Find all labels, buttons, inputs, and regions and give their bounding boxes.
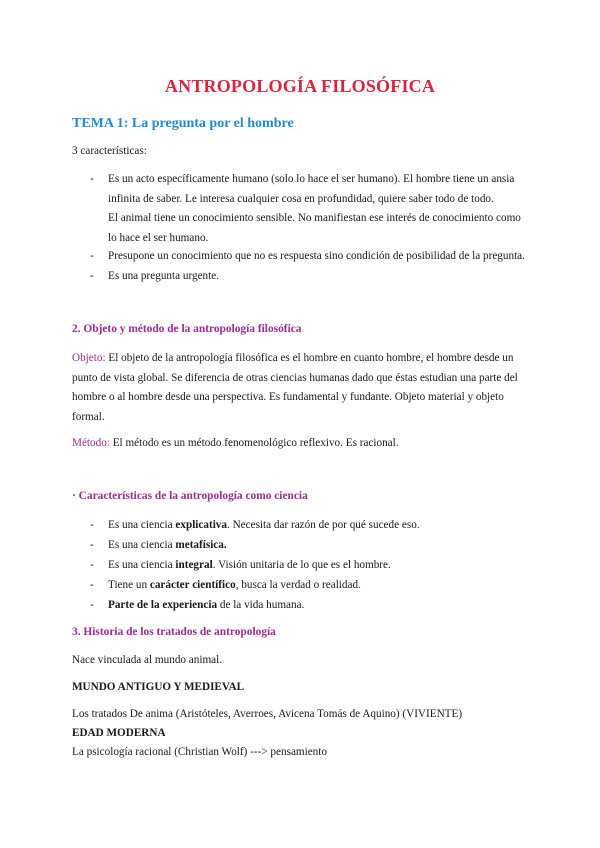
section2-heading: 2. Objeto y método de la antropología filosófica bbox=[72, 323, 302, 335]
subheading-edad-moderna: EDAD MODERNA bbox=[72, 727, 166, 739]
caracteristicas-heading: · Características de la antropología como ciencia bbox=[72, 490, 308, 502]
list-item-text: Es una ciencia integral. Visión unitaria de lo que es el hombre. bbox=[108, 559, 391, 571]
line: formal. bbox=[72, 410, 105, 423]
tema1-heading: TEMA 1: La pregunta por el hombre bbox=[72, 116, 294, 131]
line: punto de vista global. Se diferencia de otras ciencias humanas dado que éstas estudian una parte del bbox=[72, 371, 518, 384]
line: lo hace el ser humano. bbox=[108, 231, 209, 244]
bullet-dash: - bbox=[90, 173, 94, 185]
objeto-paragraph bbox=[72, 349, 532, 427]
bullet-dash: - bbox=[90, 579, 94, 591]
list-item bbox=[72, 536, 532, 556]
line: infinita de saber. Le interesa cualquier cosa en profundidad, quiere saber todo de todo. bbox=[108, 192, 494, 205]
bullet-dash: - bbox=[90, 270, 94, 282]
list-item bbox=[72, 516, 532, 536]
metodo-label: Método: bbox=[72, 437, 110, 449]
list-item-text: Presupone un conocimiento que no es respuesta sino condición de posibilidad de la pregunta. bbox=[108, 250, 525, 262]
line: Es un acto específicamente humano (solo lo hace el ser humano). El hombre tiene un ansia bbox=[108, 173, 515, 185]
bullet-dash: - bbox=[90, 539, 94, 551]
objeto-label: Objeto: bbox=[72, 352, 106, 364]
line: El objeto de la antropología filosófica es el hombre en cuanto hombre, el hombre desde un bbox=[108, 352, 514, 364]
list-item bbox=[72, 596, 532, 616]
bullet-dash: - bbox=[90, 250, 94, 262]
list-item bbox=[72, 267, 532, 287]
list-item bbox=[72, 556, 532, 576]
list-item bbox=[72, 576, 532, 596]
bullet-dash: - bbox=[90, 519, 94, 531]
metodo-paragraph bbox=[72, 434, 532, 454]
list-item-text: Es una ciencia metafísica. bbox=[108, 539, 227, 551]
mundo-antiguo-text: Los tratados De anima (Aristóteles, Averroes, Avicena Tomás de Aquino) (VIVIENTE) bbox=[72, 708, 463, 720]
list-item-text: Tiene un carácter científico, busca la verdad o realidad. bbox=[108, 579, 361, 591]
list-item-text bbox=[108, 170, 532, 248]
list-item bbox=[72, 247, 532, 267]
list-item-text: Es una ciencia explicativa. Necesita dar razón de por qué sucede eso. bbox=[108, 519, 420, 531]
section3-heading: 3. Historia de los tratados de antropología bbox=[72, 626, 276, 638]
line: hombre o al hombre desde una perspectiva. Es fundamental y fundante. Objeto material y objeto bbox=[72, 391, 504, 403]
line: El animal tiene un conocimiento sensible. No manifiestan ese interés de conocimiento como bbox=[108, 212, 521, 224]
list-item-text: Parte de la experiencia de la vida humana. bbox=[108, 599, 305, 611]
edad-moderna-text: La psicología racional (Christian Wolf) ---> pensamiento bbox=[72, 746, 327, 758]
section3-intro: Nace vinculada al mundo animal. bbox=[72, 654, 223, 666]
document-title: ANTROPOLOGÍA FILOSÓFICA bbox=[164, 76, 436, 96]
list-item bbox=[72, 170, 532, 248]
tema1-intro: 3 características: bbox=[72, 145, 147, 157]
subheading-mundo-antiguo: MUNDO ANTIGUO Y MEDIEVAL bbox=[72, 681, 245, 693]
bullet-dash: - bbox=[90, 599, 94, 611]
metodo-text: El método es un método fenomenológico reflexivo. Es racional. bbox=[112, 437, 399, 449]
bullet-dash: - bbox=[90, 559, 94, 571]
list-item-text: Es una pregunta urgente. bbox=[108, 270, 220, 282]
